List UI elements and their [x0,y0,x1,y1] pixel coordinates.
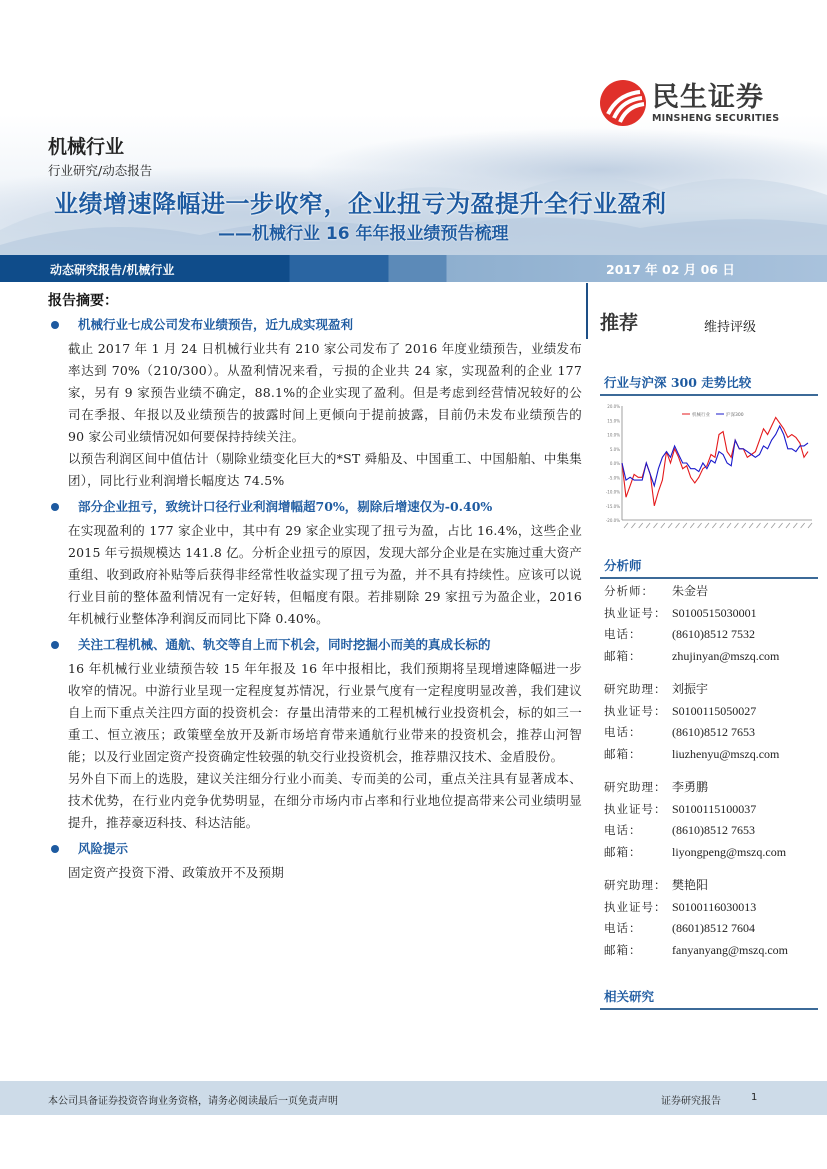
sidebar [600,290,818,1010]
bullet-icon [51,845,59,853]
email-link[interactable]: liyongpeng@mszq.com [672,844,787,859]
rating-value: 推荐 [600,312,639,334]
license-label: 执业证号： [604,605,667,620]
trend-chart [600,396,818,546]
svg-text:沪深300: 沪深300 [726,413,744,418]
license-number: S0100115100037 [672,801,757,816]
phone-number: (8610)8512 7532 [672,627,755,641]
analyst-name: 朱金岩 [672,584,709,598]
email-link[interactable]: zhujinyan@mszq.com [672,648,780,663]
industry-label: 机械行业 [48,136,125,158]
related-title: 相关研究 [604,989,655,1004]
summary-title: 报告摘要： [48,293,118,309]
phone-number: (8601)8512 7604 [672,921,755,935]
role-label: 研究助理： [604,780,667,794]
report-title: 业绩增速降幅进一步收窄，企业扭亏为盈提升全行业盈利 [54,190,667,218]
chart-section [600,373,818,546]
logo-en-text: MINSHENG SECURITIES [652,112,780,124]
bullet-icon [51,503,59,511]
svg-text:机械行业: 机械行业 [692,413,710,418]
phone-label: 电话： [604,627,642,641]
analyst-name: 李勇鹏 [672,780,709,794]
analyst-card [600,581,818,667]
analyst-card [600,875,818,961]
trend-chart-svg [600,396,818,546]
bullet-icon [51,321,59,329]
svg-text:0.0%: 0.0% [609,461,620,466]
paragraph: 16 年机械行业业绩预告较 15 年年报及 16 年中报相比，我们预期将呈现增速降幅进一步收窄的情况。中游行业呈现一定程度复苏情况，行业景气度有一定程度明显改善，我们建议自上而下重点关注四方面的投资机会：存量出清带来的工程机械行业投资机会，标的如三一重工、恒立液压；政策壁垒放开及新市场培育带来通航行业带来的投资机会，推荐山河智能；以及行业固定资产投资确定性较强的轨交行业投资机会，推荐鼎汉技术、金盾股份。 [68,661,582,764]
company-logo [600,80,779,126]
section-heading: 风险提示 [48,836,582,862]
svg-text:-15.0%: -15.0% [605,503,620,509]
svg-text:-10.0%: -10.0% [605,489,620,495]
license-number: S0100515030001 [672,605,757,620]
report-band [0,255,827,282]
svg-text:10.0%: 10.0% [607,432,620,438]
band-category: 动态研究报告/机械行业 [50,263,175,277]
section-rule [600,1008,818,1010]
footer-label: 证券研究报告 [661,1096,721,1107]
analyst-name: 樊艳阳 [672,878,709,892]
phone-number: (8610)8512 7653 [672,725,755,739]
svg-text:-5.0%: -5.0% [608,475,620,481]
column-divider [586,283,588,339]
email-link[interactable]: liuzhenyu@mszq.com [672,746,780,761]
license-label: 执业证号： [604,899,667,914]
section-heading: 机械行业七成公司发布业绩预告，近九成实现盈利 [48,312,582,338]
email-label: 邮箱： [604,844,642,859]
bullet-icon [51,641,59,649]
paragraph: 以预告利润区间中值估计（剔除业绩变化巨大的*ST 舜船及、中国重工、中国船舶、中集集团），同比行业利润增长幅度达 74.5% [68,451,582,488]
license-label: 执业证号： [604,703,667,718]
email-label: 邮箱： [604,746,642,761]
rating-block [600,290,818,340]
rating-note: 维持评级 [704,320,757,335]
footer-disclaimer: 本公司具备证券投资咨询业务资格，请务必阅读最后一页免责声明 [48,1096,338,1107]
license-number: S0100116030013 [672,899,757,914]
phone-label: 电话： [604,921,642,935]
page-footer [0,1081,827,1115]
phone-label: 电话： [604,725,642,739]
phone-label: 电话： [604,823,642,837]
paragraph: 固定资产投资下滑、政策放开不及预期 [68,865,284,880]
chart-title: 行业与沪深 300 走势比较 [604,375,752,390]
svg-text:-20.0%: -20.0% [605,518,620,523]
email-label: 邮箱： [604,648,642,663]
report-subtitle: ——机械行业 16 年年报业绩预告梳理 [218,224,509,244]
role-label: 研究助理： [604,682,667,696]
paragraph: 截止 2017 年 1 月 24 日机械行业共有 210 家公司发布了 2016 年度业绩预告，业绩发布率达到 70%（210/300）。从盈利情况来看，亏损的企业共 24 家，实现盈利的企业 177 家，另有 9 家预告业绩不确定，88.1%的企业实现了盈利。但是考虑到经营情况较好的公司在季报、年报以及业绩预告的披露时间上更倾向于提前披露，目前仍未发布业绩预告的 90 家公司业绩情况如何要保持持续关注。 [68,341,582,444]
role-label: 研究助理： [604,878,667,892]
phone-number: (8610)8512 7653 [672,823,755,837]
analyst-card [600,777,818,863]
svg-text:20.0%: 20.0% [607,404,620,409]
analyst-card [600,679,818,765]
page-number: 1 [751,1092,758,1103]
logo-cn-text: 民生证券 [652,81,764,113]
related-section [600,987,818,1010]
license-label: 执业证号： [604,801,667,816]
email-link[interactable]: fanyanyang@mszq.com [672,942,789,957]
role-label: 分析师： [604,584,654,598]
paragraph: 在实现盈利的 177 家企业中，其中有 29 家企业实现了扭亏为盈，占比 16.4%，这些企业 2015 年亏损规模达 141.8 亿。分析企业扭亏的原因，发现大部分企业是在实施过重大资产重组、收到政府补贴等后获得非经常性收益实现了扭亏为盈，并不具有持续性。应该可以说行业目前的整体盈利情况有一定好转，但幅度有限。若排剔除 29 家扭亏为盈企业，2016 年机械行业整体净利润反而同比下降 0.40%。 [68,523,582,626]
paragraph: 另外自下而上的选股，建议关注细分行业小而美、专而美的公司，重点关注具有显著成本、技术优势，在行业内竞争优势明显，在细分市场内市占率和行业地位提高带来公司业绩明显提升，推荐豪迈科技、科达洁能。 [68,771,582,830]
section-heading: 部分企业扭亏，致统计口径行业利润增幅超70%，剔除后增速仅为-0.40% [48,494,582,520]
svg-text:5.0%: 5.0% [609,446,620,452]
analyst-section [600,556,818,961]
report-type: 行业研究/动态报告 [48,163,153,178]
section-heading: 关注工程机械、通航、轨交等自上而下机会，同时挖掘小而美的真成长标的 [48,632,582,658]
license-number: S0100115050027 [672,703,757,718]
report-header [0,0,827,255]
analyst-name: 刘振宇 [672,682,709,696]
report-date: 2017 年 02 月 06 日 [606,262,735,277]
svg-text:15.0%: 15.0% [607,418,620,424]
summary-body [48,312,582,884]
logo-mark-icon [600,80,646,126]
email-label: 邮箱： [604,942,642,957]
analyst-title: 分析师 [604,558,642,573]
section-rule [600,577,818,579]
